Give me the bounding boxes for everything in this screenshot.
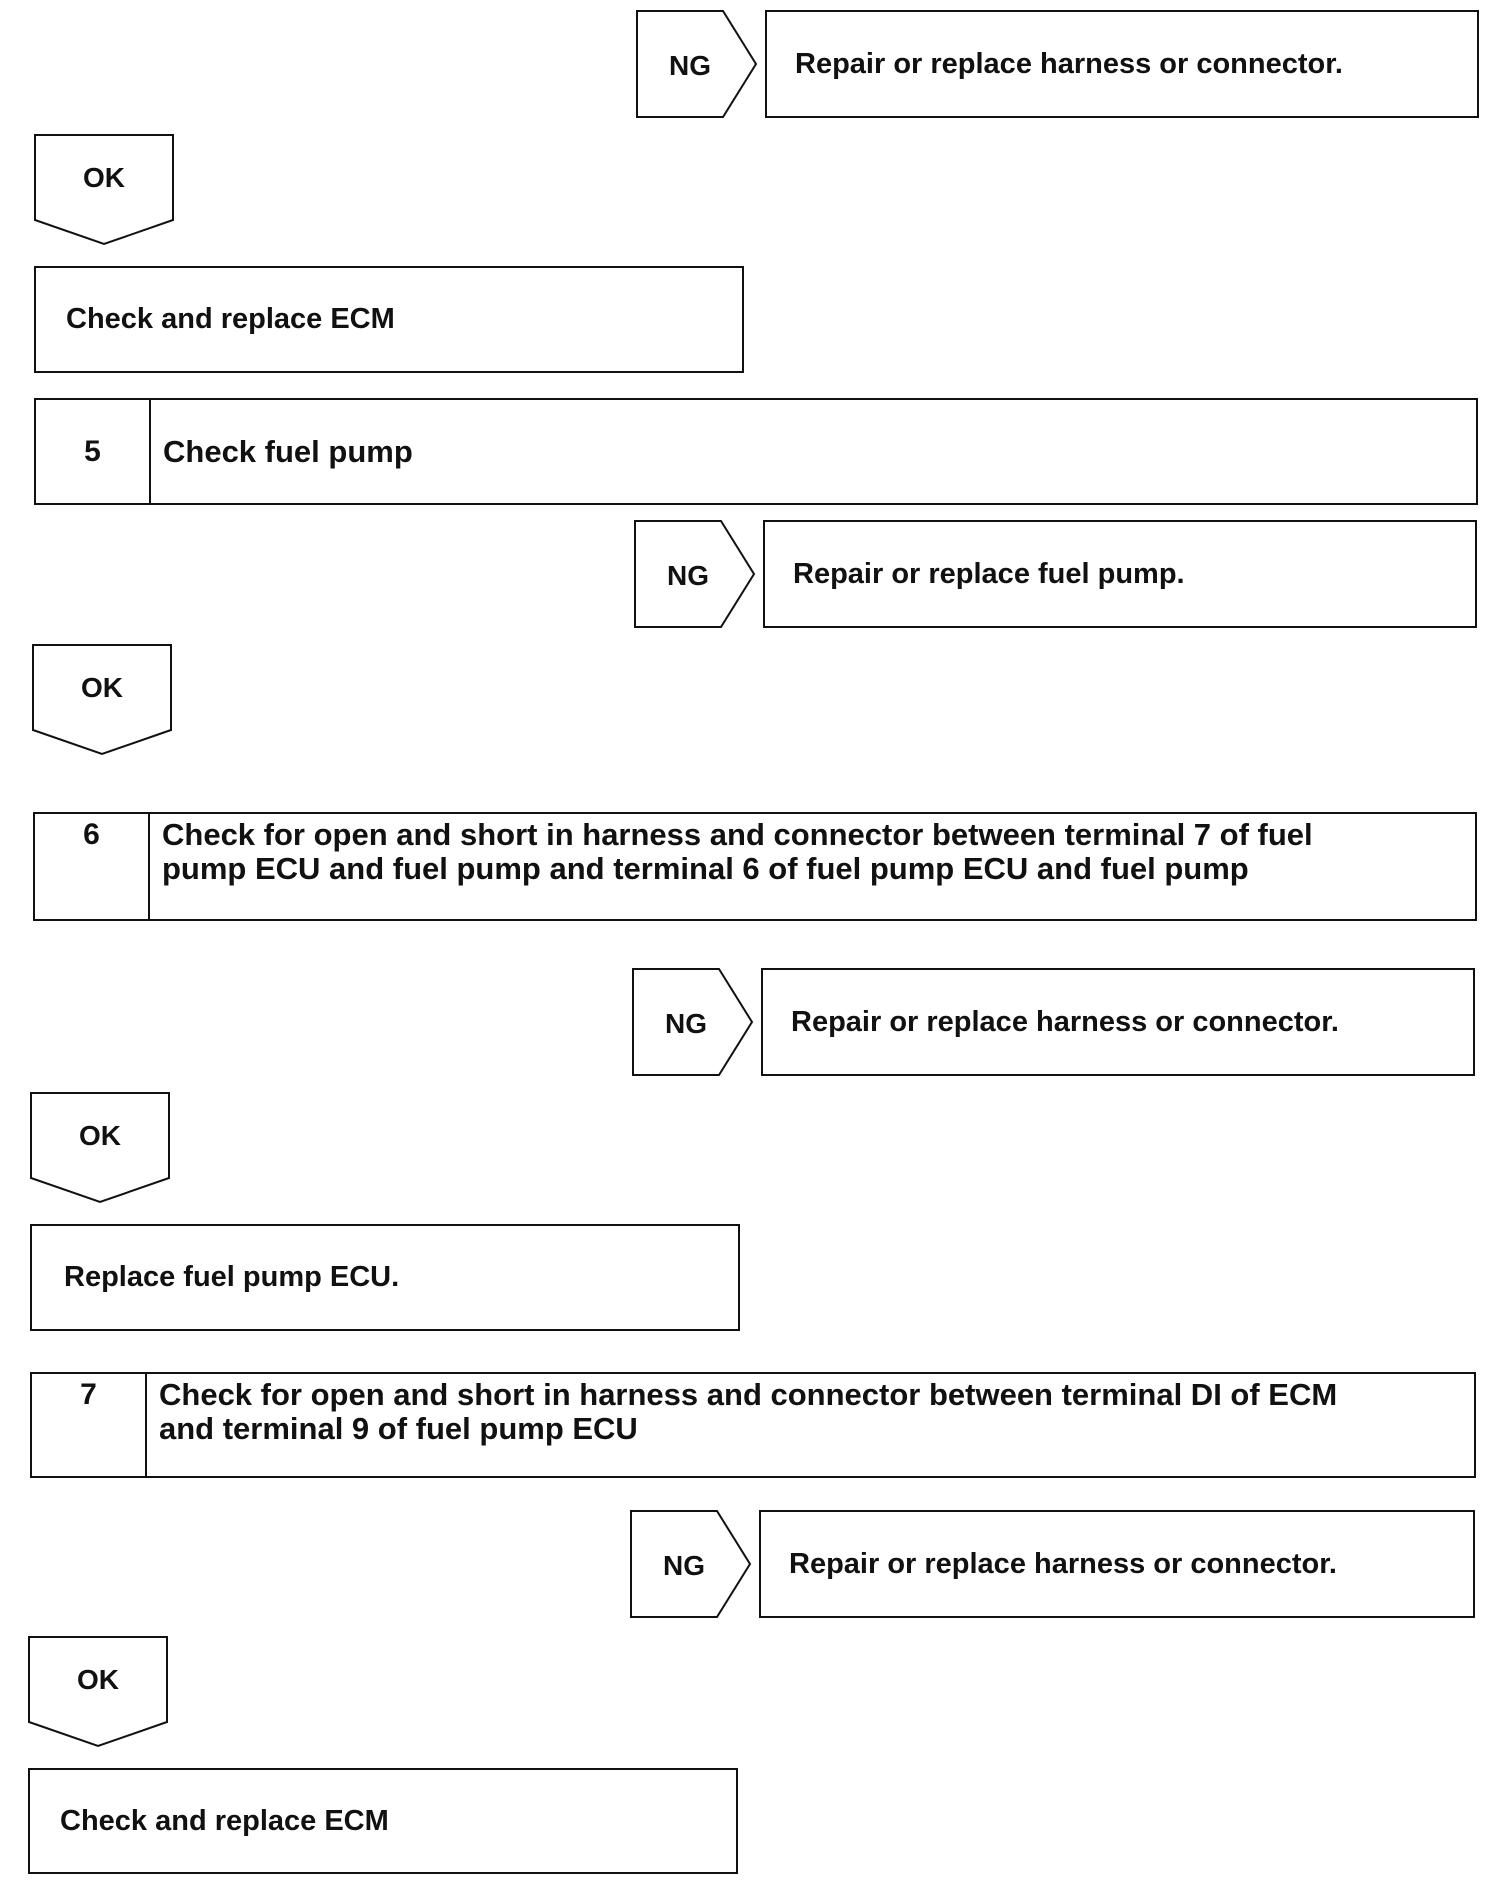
ng-result-text: Repair or replace harness or connector. xyxy=(795,47,1343,80)
step-title: Check fuel pump xyxy=(163,433,413,469)
result-text: Replace fuel pump ECU. xyxy=(64,1261,400,1293)
ok-arrow-4 xyxy=(28,1636,170,1748)
step-number: 7 xyxy=(32,1374,147,1476)
ng-result-box-2 xyxy=(763,520,1477,628)
ng-arrow-2 xyxy=(634,520,758,628)
step-title-line-1: Check for open and short in harness and connector between terminal DI of ECM xyxy=(159,1377,1338,1412)
ok-arrow-3 xyxy=(30,1092,172,1204)
step-title xyxy=(150,814,1475,919)
step-5-box xyxy=(34,398,1478,505)
step-title-line-2: pump ECU and fuel pump and terminal 6 of fuel pump ECU and fuel pump xyxy=(162,851,1249,886)
ng-arrow-3 xyxy=(632,968,756,1076)
ng-result-box-4 xyxy=(759,1510,1475,1618)
ng-label: NG xyxy=(667,560,709,591)
ng-label: NG xyxy=(669,50,711,81)
step-number: 5 xyxy=(36,400,151,503)
ng-arrow-1 xyxy=(636,10,760,118)
ok-label: OK xyxy=(83,162,125,193)
step-title-line-2: and terminal 9 of fuel pump ECU xyxy=(159,1411,638,1446)
ok-label: OK xyxy=(79,1120,121,1151)
step-title-line-1: Check for open and short in harness and connector between terminal 7 of fuel xyxy=(162,817,1313,852)
result-box-3 xyxy=(28,1768,738,1874)
ng-result-box-1 xyxy=(765,10,1479,118)
step-7-box xyxy=(30,1372,1476,1478)
ng-label: NG xyxy=(663,1550,705,1581)
ok-label: OK xyxy=(81,672,123,703)
ok-arrow-2 xyxy=(32,644,174,756)
step-6-box xyxy=(33,812,1477,921)
ng-label: NG xyxy=(665,1008,707,1039)
ng-result-text: Repair or replace harness or connector. xyxy=(789,1547,1337,1580)
result-text: Check and replace ECM xyxy=(66,303,395,335)
ng-result-text: Repair or replace harness or connector. xyxy=(791,1005,1339,1038)
ng-arrow-4 xyxy=(630,1510,754,1618)
ok-arrow-1 xyxy=(34,134,176,246)
ok-label: OK xyxy=(77,1664,119,1695)
ng-result-box-3 xyxy=(761,968,1475,1076)
result-box-2 xyxy=(30,1224,740,1331)
ng-result-text: Repair or replace fuel pump. xyxy=(793,557,1185,590)
result-text: Check and replace ECM xyxy=(60,1804,389,1837)
step-number: 6 xyxy=(35,814,150,919)
step-title xyxy=(147,1374,1474,1476)
result-box-1 xyxy=(34,266,744,373)
